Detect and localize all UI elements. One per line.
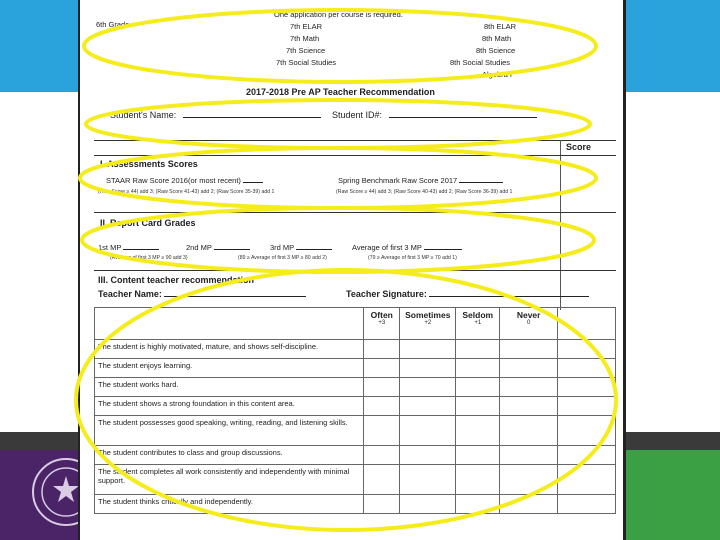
scanned-form-page: [78, 0, 626, 540]
rating-cell[interactable]: [456, 416, 500, 446]
course-algebra: Algebra I: [482, 70, 513, 79]
table-row: [95, 465, 616, 495]
table-row: [95, 446, 616, 465]
section-divider-2: [94, 270, 616, 271]
slide-band-dark-right: [626, 432, 720, 450]
rating-cell[interactable]: [456, 397, 500, 416]
rating-cell[interactable]: [500, 359, 558, 378]
rating-cell[interactable]: [400, 416, 456, 446]
table-row: [95, 340, 616, 359]
course-7-math: 7th Math: [290, 34, 320, 43]
score-column-label: Score: [566, 142, 592, 152]
statement-text: The student shows a strong foundation in this content area.: [95, 397, 364, 416]
teacher-name-label: Teacher Name:: [98, 289, 162, 299]
report-card-heading: II. Report Card Grades: [100, 218, 196, 228]
staar-scale: (Raw Score ≥ 44) add 3; (Raw Score 41-43) add 2; (Raw Score 35-39) add 1: [98, 189, 275, 195]
rating-cell[interactable]: [500, 446, 558, 465]
rating-table: [94, 307, 616, 514]
rating-cell[interactable]: [364, 465, 400, 495]
score-table-top-rule: [94, 140, 616, 141]
mp3-label: 3rd MP: [270, 243, 295, 252]
student-id-label: Student ID#:: [332, 110, 383, 120]
rating-cell[interactable]: [500, 465, 558, 495]
rating-cell[interactable]: [400, 378, 456, 397]
form-title: 2017-2018 Pre AP Teacher Recommendation: [246, 87, 435, 97]
score-cell: [558, 359, 616, 378]
col-never: Never 0: [500, 308, 558, 340]
slide-band-green: [626, 450, 720, 540]
statement-text: The student is highly motivated, mature, and shows self-discipline.: [95, 340, 364, 359]
statement-text: The student enjoys learning.: [95, 359, 364, 378]
rating-cell[interactable]: [364, 340, 400, 359]
spring-benchmark-label: Spring Benchmark Raw Score 2017: [338, 176, 458, 185]
grade6-label: 6th Grade: [96, 20, 130, 29]
staar-blank: [243, 175, 263, 183]
col-score: [558, 308, 616, 340]
average-label: Average of first 3 MP: [352, 243, 422, 252]
course-8-math: 8th Math: [482, 34, 512, 43]
assessments-heading: I. Assessments Scores: [100, 159, 198, 169]
rating-cell[interactable]: [456, 378, 500, 397]
statement-text: The student completes all work consistently and independently with minimal support.: [95, 465, 364, 495]
teacher-signature-label: Teacher Signature:: [346, 289, 427, 299]
statement-text: The student works hard.: [95, 378, 364, 397]
col-often: Often +3: [364, 308, 400, 340]
notice-text: One application per course is required.: [274, 10, 403, 19]
rating-cell[interactable]: [364, 378, 400, 397]
rating-cell[interactable]: [364, 495, 400, 514]
rating-cell[interactable]: [400, 359, 456, 378]
mp2-blank: [214, 242, 250, 250]
score-cell: [558, 465, 616, 495]
score-cell: [558, 378, 616, 397]
staar-label: STAAR Raw Score 2016(or most recent): [106, 176, 241, 185]
course-7-science: 7th Science: [286, 46, 326, 55]
score-column-divider: [560, 140, 561, 310]
score-table-header-rule: [94, 155, 616, 156]
rating-header-row: [95, 308, 616, 340]
mp1-label: 1st MP: [98, 243, 122, 252]
rating-statement-header: [95, 308, 364, 340]
rating-cell[interactable]: [500, 340, 558, 359]
table-row: [95, 359, 616, 378]
rating-cell[interactable]: [500, 397, 558, 416]
col-sometimes: Sometimes +2: [400, 308, 456, 340]
rating-cell[interactable]: [500, 495, 558, 514]
teacher-name-blank: [164, 289, 306, 297]
mp1-blank: [123, 242, 159, 250]
table-row: [95, 397, 616, 416]
student-name-blank: [183, 110, 321, 118]
rating-cell[interactable]: [400, 397, 456, 416]
average-blank: [424, 242, 462, 250]
rating-cell[interactable]: [400, 446, 456, 465]
statement-text: The student thinks critically and independently.: [95, 495, 364, 514]
table-row: [95, 378, 616, 397]
course-7-social-studies: 7th Social Studies: [276, 58, 337, 67]
student-id-blank: [389, 110, 537, 118]
slide-band-top-left: [0, 0, 78, 92]
course-8-elar: 8th ELAR: [484, 22, 517, 31]
report-scale-1: (Average of first 3 MP ≥ 90 add 3): [110, 255, 188, 261]
statement-text: The student contributes to class and group discussions.: [95, 446, 364, 465]
rating-cell[interactable]: [400, 495, 456, 514]
score-cell: [558, 495, 616, 514]
report-scale-2: (89 ≥ Average of first 3 MP ≥ 80 add 2): [238, 255, 327, 261]
slide-band-top-right: [626, 0, 720, 92]
course-7-elar: 7th ELAR: [290, 22, 323, 31]
rating-cell[interactable]: [456, 465, 500, 495]
teacher-signature-blank: [429, 289, 589, 297]
student-name-label: Student's Name:: [110, 110, 177, 120]
rating-cell[interactable]: [456, 359, 500, 378]
mp2-label: 2nd MP: [186, 243, 212, 252]
course-8-science: 8th Science: [476, 46, 516, 55]
score-cell: [558, 446, 616, 465]
rating-cell[interactable]: [364, 446, 400, 465]
section-divider-1: [94, 212, 616, 213]
table-row: [95, 416, 616, 446]
col-seldom: Seldom +1: [456, 308, 500, 340]
rating-cell[interactable]: [400, 465, 456, 495]
score-cell: [558, 340, 616, 359]
table-row: [95, 495, 616, 514]
rating-cell[interactable]: [500, 378, 558, 397]
rating-cell[interactable]: [364, 397, 400, 416]
mp3-blank: [296, 242, 332, 250]
rating-cell[interactable]: [500, 416, 558, 446]
slide-band-dark-left: [0, 432, 78, 450]
content-teacher-heading: III. Content teacher recommendation: [98, 275, 255, 285]
course-8-social-studies: 8th Social Studies: [450, 58, 511, 67]
statement-text: The student possesses good speaking, writing, reading, and listening skills.: [95, 416, 364, 446]
rating-cell[interactable]: [364, 416, 400, 446]
report-scale-3: (79 ≥ Average of first 3 MP ≥ 70 add 1): [368, 255, 457, 261]
rating-cell[interactable]: [456, 446, 500, 465]
score-cell: [558, 416, 616, 446]
spring-scale: (Raw Score ≥ 44) add 3; (Raw Score 40-43) add 2; (Raw Score 36-39) add 1: [336, 189, 513, 195]
rating-cell[interactable]: [400, 340, 456, 359]
spring-benchmark-blank: [459, 175, 503, 183]
rating-cell[interactable]: [456, 340, 500, 359]
rating-cell[interactable]: [456, 495, 500, 514]
score-cell: [558, 397, 616, 416]
rating-cell[interactable]: [364, 359, 400, 378]
